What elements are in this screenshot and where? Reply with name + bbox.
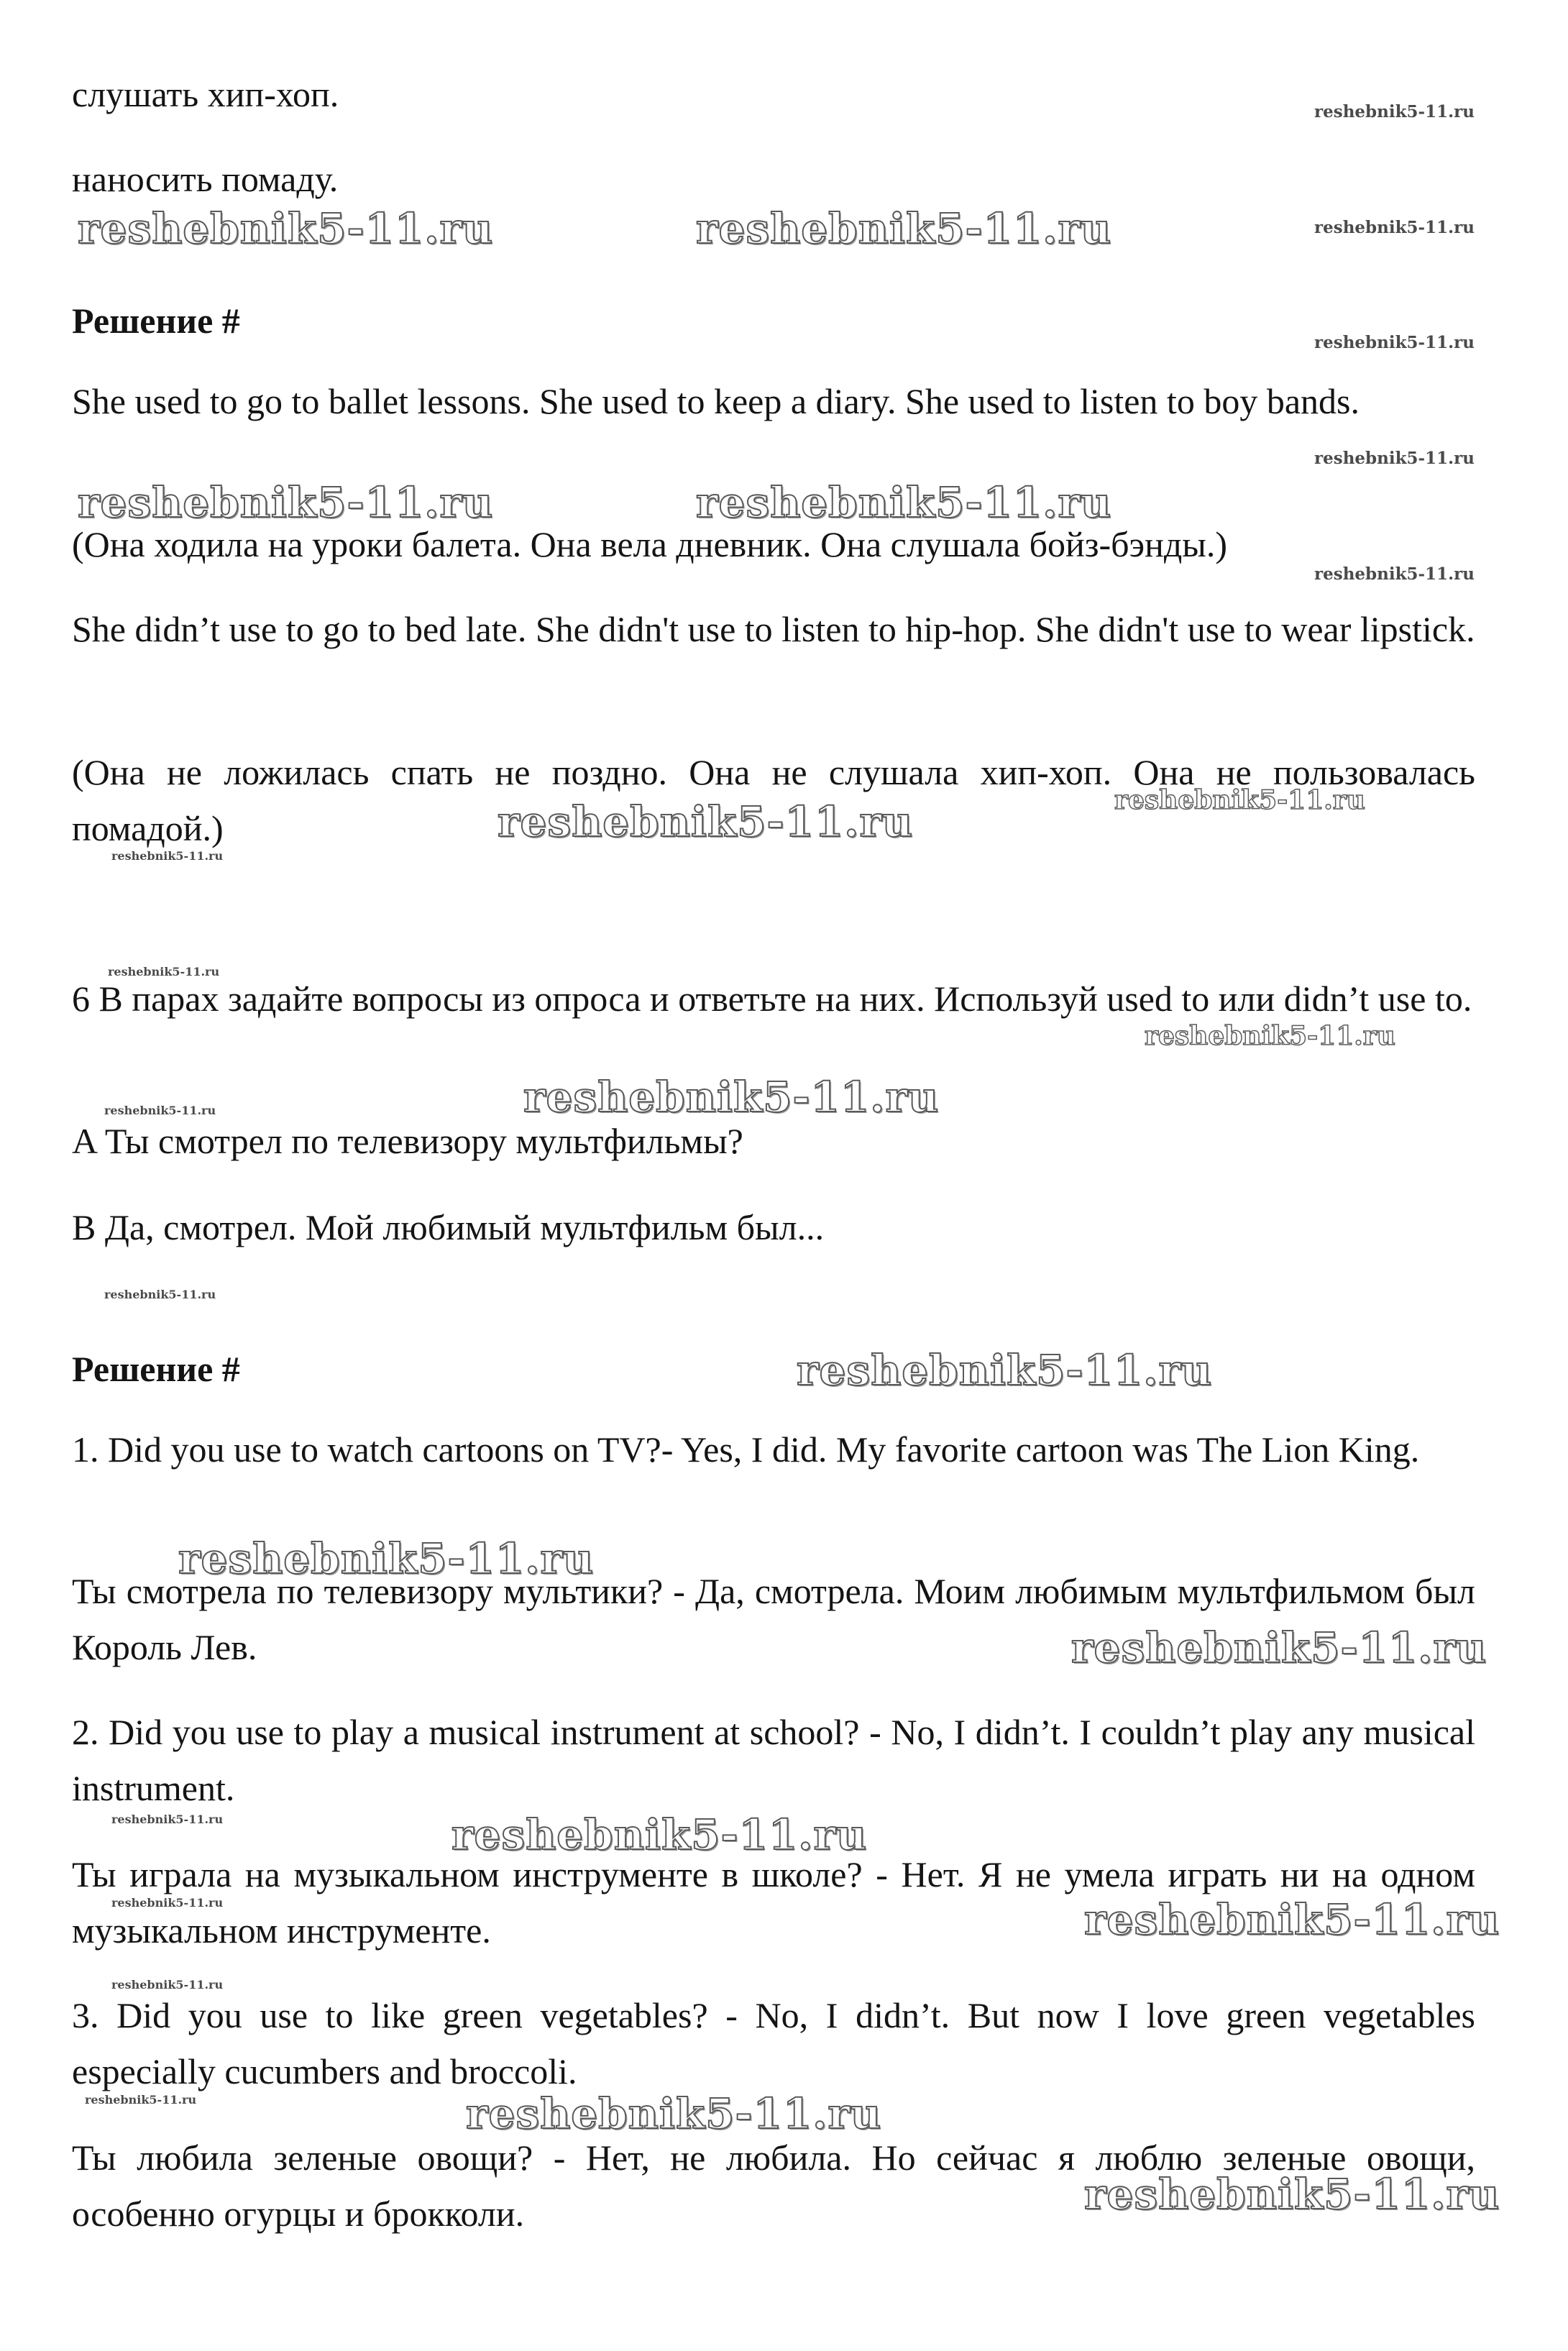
watermark: reshebnik5-11.ru xyxy=(498,797,914,846)
watermark: reshebnik5-11.ru xyxy=(78,478,494,527)
watermark: reshebnik5-11.ru xyxy=(696,478,1112,527)
answer-1-english: 1. Did you use to watch cartoons on TV?- Yes, I did. My favorite cartoon was The Lion King. xyxy=(72,1429,1420,1470)
answer-2-russian: Ты играла на музыкальном инструменте в школе? - Нет. Я не умела играть ни на одном музыкальном инструменте. xyxy=(72,1854,1475,1951)
watermark: reshebnik5-11.ru xyxy=(1314,449,1475,468)
text-line-hiphop: слушать хип-хоп. xyxy=(72,74,339,114)
watermark: reshebnik5-11.ru xyxy=(108,965,220,979)
watermark: reshebnik5-11.ru xyxy=(111,1978,224,1992)
watermark: reshebnik5-11.ru xyxy=(696,204,1112,253)
answer-2-english: 2. Did you use to play a musical instrument at school? - No, I didn’t. I couldn’t play any musical instrument. xyxy=(72,1712,1475,1808)
watermark: reshebnik5-11.ru xyxy=(1314,333,1475,352)
watermark: reshebnik5-11.ru xyxy=(78,204,494,253)
task-6-instruction: 6 В парах задайте вопросы из опроса и ответьте на них. Используй used to или didn’t use to. xyxy=(72,979,1472,1019)
paragraph-used-to-translation: (Она ходила на уроки балета. Она вела дневник. Она слушала бойз-бэнды.) xyxy=(72,524,1228,564)
watermark: reshebnik5-11.ru xyxy=(1314,564,1475,584)
watermark: reshebnik5-11.ru xyxy=(104,1288,216,1301)
task-6-answer-b: B Да, смотрел. Мой любимый мультфильм был... xyxy=(72,1207,825,1247)
answer-3-english: 3. Did you use to like green vegetables? - No, I didn’t. But now I love green vegetables especially cucumbers and broccoli. xyxy=(72,1995,1475,2091)
solution-heading-2: Решение # xyxy=(72,1349,240,1389)
watermark: reshebnik5-11.ru xyxy=(1084,1895,1500,1944)
watermark: reshebnik5-11.ru xyxy=(451,1810,868,1859)
watermark: reshebnik5-11.ru xyxy=(1314,218,1475,237)
watermark: reshebnik5-11.ru xyxy=(523,1073,940,1122)
watermark: reshebnik5-11.ru xyxy=(466,2089,882,2138)
paragraph-didnt-use-to: She didn’t use to go to bed late. She didn't use to listen to hip-hop. She didn't use to wear lipstick. xyxy=(72,609,1475,649)
watermark: reshebnik5-11.ru xyxy=(104,1104,216,1117)
watermark: reshebnik5-11.ru xyxy=(178,1534,595,1583)
watermark: reshebnik5-11.ru xyxy=(1145,1021,1395,1051)
watermark: reshebnik5-11.ru xyxy=(1314,102,1475,122)
paragraph-used-to: She used to go to ballet lessons. She used to keep a diary. She used to listen to boy bands. xyxy=(72,381,1360,421)
text-line-lipstick: наносить помаду. xyxy=(72,159,339,199)
answer-1-russian: Ты смотрела по телевизору мультики? - Да, смотрела. Моим любимым мультфильмом был Король Лев. xyxy=(72,1571,1475,1667)
watermark: reshebnik5-11.ru xyxy=(111,849,224,863)
answer-3-russian: Ты любила зеленые овощи? - Нет, не любила. Но сейчас я люблю зеленые овощи, особенно огурцы и брокколи. xyxy=(72,2137,1475,2234)
watermark: reshebnik5-11.ru xyxy=(111,1896,224,1910)
paragraph-didnt-use-to-translation: (Она не ложилась спать не поздно. Она не слушала хип-хоп. Она не пользовалась помадой.) xyxy=(72,752,1475,848)
watermark: reshebnik5-11.ru xyxy=(797,1346,1213,1395)
watermark: reshebnik5-11.ru xyxy=(1114,785,1365,815)
solution-heading-1: Решение # xyxy=(72,301,240,341)
task-6-question-a: A Ты смотрел по телевизору мультфильмы? xyxy=(72,1121,743,1161)
watermark: reshebnik5-11.ru xyxy=(1084,2170,1500,2219)
watermark: reshebnik5-11.ru xyxy=(111,1812,224,1826)
watermark: reshebnik5-11.ru xyxy=(85,2093,197,2107)
watermark: reshebnik5-11.ru xyxy=(1071,1623,1487,1672)
